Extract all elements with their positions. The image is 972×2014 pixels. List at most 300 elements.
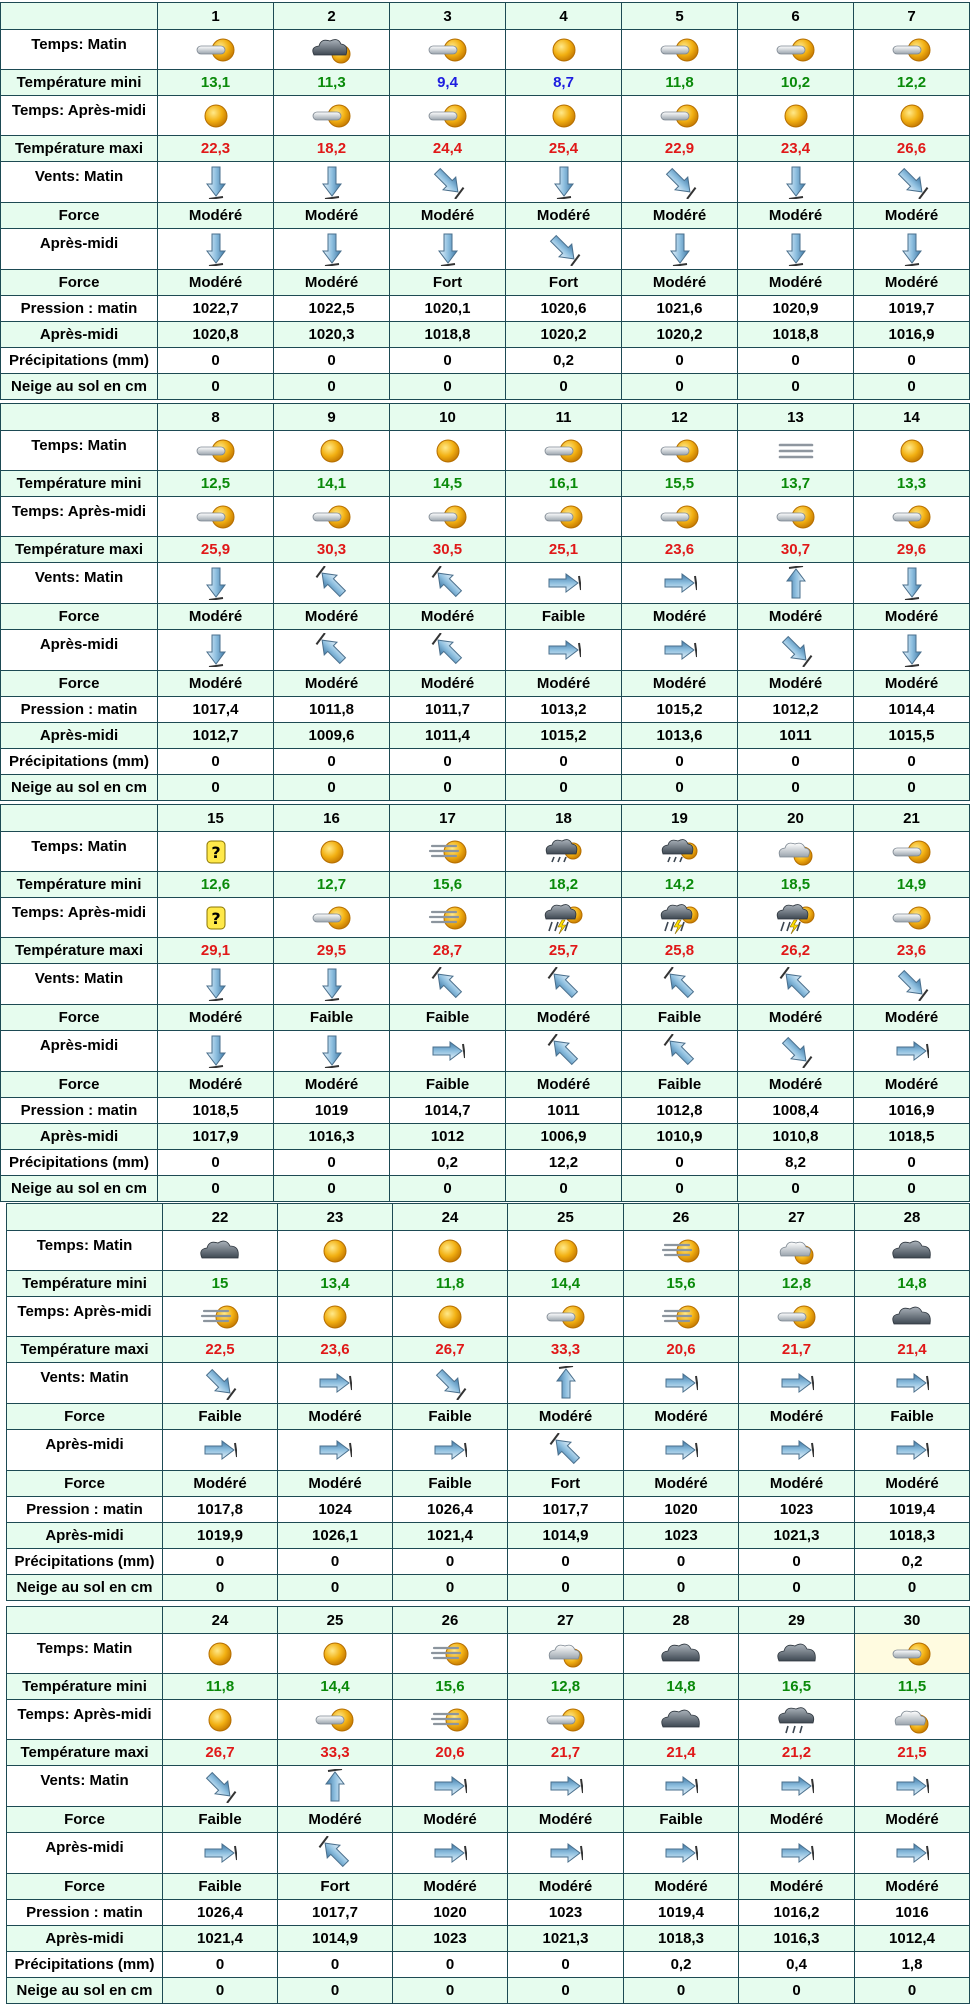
wind-arrow-e-icon bbox=[506, 633, 621, 667]
pressure-value: 1010,9 bbox=[622, 1124, 738, 1150]
row-days bbox=[1, 805, 970, 832]
row-p-a bbox=[7, 1926, 970, 1952]
temp-min-value: 16,1 bbox=[506, 471, 622, 497]
pressure-value: 1020 bbox=[624, 1497, 739, 1523]
sun-icon bbox=[506, 99, 621, 133]
weather-cell bbox=[506, 96, 622, 136]
wind-arrow-e-icon bbox=[508, 1769, 623, 1803]
temp-min-value: 13,1 bbox=[158, 70, 274, 96]
wind-arrow-se-icon bbox=[738, 633, 853, 667]
temp-min-value: 12,8 bbox=[508, 1674, 624, 1700]
wind-arrow-s-icon bbox=[274, 232, 389, 266]
weather-cell bbox=[854, 497, 970, 537]
row-label: Temps: Matin bbox=[1, 431, 158, 471]
pressure-value: 1013,2 bbox=[506, 697, 622, 723]
temp-max-value: 29,1 bbox=[158, 938, 274, 964]
sun-cloud-icon bbox=[854, 33, 969, 67]
row-label: Force bbox=[7, 1807, 163, 1833]
precipitation-value: 0 bbox=[854, 348, 970, 374]
weather-cell bbox=[163, 1634, 278, 1674]
forecast-block bbox=[0, 403, 970, 801]
row-label: Précipitations (mm) bbox=[1, 348, 158, 374]
day-number: 23 bbox=[278, 1204, 393, 1231]
pressure-value: 1009,6 bbox=[274, 723, 390, 749]
sun-icon bbox=[158, 99, 273, 133]
temp-max-value: 21,7 bbox=[739, 1337, 855, 1363]
wind-arrow-e-icon bbox=[508, 1836, 623, 1870]
row-label: Force bbox=[1, 203, 158, 229]
row-label: Température mini bbox=[1, 872, 158, 898]
haze-sun-icon bbox=[390, 835, 505, 869]
wind-force-value: Modéré bbox=[278, 1471, 393, 1497]
temp-max-value: 28,7 bbox=[390, 938, 506, 964]
sun-cloud-icon bbox=[508, 1703, 623, 1737]
wind-cell bbox=[163, 1833, 278, 1874]
pressure-value: 1012,2 bbox=[738, 697, 854, 723]
snow-value: 0 bbox=[739, 1575, 855, 1601]
wind-cell bbox=[163, 1363, 278, 1404]
weather-cell bbox=[855, 1297, 970, 1337]
weather-cell bbox=[854, 898, 970, 938]
wind-force-value: Modéré bbox=[854, 1072, 970, 1098]
wind-cell bbox=[390, 1031, 506, 1072]
day-number: 18 bbox=[506, 805, 622, 832]
row-sky-m bbox=[1, 431, 970, 471]
weather-cell bbox=[739, 1634, 855, 1674]
haze-sun-icon bbox=[390, 901, 505, 935]
row-label: Après-midi bbox=[7, 1523, 163, 1549]
row-p-m bbox=[7, 1900, 970, 1926]
wind-force-value: Fort bbox=[506, 270, 622, 296]
row-tmin bbox=[1, 471, 970, 497]
sun-cloud-icon bbox=[739, 1300, 854, 1334]
sun-icon bbox=[393, 1234, 507, 1268]
wind-arrow-nw-icon bbox=[508, 1433, 623, 1467]
wind-force-value: Modéré bbox=[506, 203, 622, 229]
pressure-value: 1021,4 bbox=[393, 1523, 508, 1549]
pressure-value: 1014,9 bbox=[508, 1523, 624, 1549]
dark-cloud-icon bbox=[855, 1300, 969, 1334]
pressure-value: 1019,4 bbox=[855, 1497, 970, 1523]
precipitation-value: 0,2 bbox=[624, 1952, 739, 1978]
temp-min-value: 15,6 bbox=[393, 1674, 508, 1700]
precipitation-value: 0 bbox=[739, 1549, 855, 1575]
wind-force-value: Modéré bbox=[624, 1471, 739, 1497]
row-precip bbox=[1, 1150, 970, 1176]
snow-value: 0 bbox=[854, 374, 970, 400]
row-label: Température maxi bbox=[7, 1740, 163, 1766]
wind-arrow-e-icon bbox=[739, 1366, 854, 1400]
sun-cloud-icon bbox=[854, 901, 969, 935]
row-label: Précipitations (mm) bbox=[1, 749, 158, 775]
temp-max-value: 30,7 bbox=[738, 537, 854, 563]
day-number: 1 bbox=[158, 3, 274, 30]
wind-arrow-s-icon bbox=[622, 232, 737, 266]
temp-min-value: 15,5 bbox=[622, 471, 738, 497]
sun-cloud-icon bbox=[390, 500, 505, 534]
pressure-value: 1016,9 bbox=[854, 322, 970, 348]
pressure-value: 1018,8 bbox=[390, 322, 506, 348]
wind-force-value: Faible bbox=[393, 1471, 508, 1497]
weather-cell bbox=[163, 1700, 278, 1740]
row-label: Température mini bbox=[1, 471, 158, 497]
pressure-value: 1019,7 bbox=[854, 296, 970, 322]
wind-force-value: Faible bbox=[390, 1005, 506, 1031]
wind-arrow-e-icon bbox=[739, 1769, 854, 1803]
wind-arrow-s-icon bbox=[158, 566, 273, 600]
wind-force-value: Modéré bbox=[855, 1807, 970, 1833]
wind-force-value: Fort bbox=[508, 1471, 624, 1497]
wind-cell bbox=[506, 1031, 622, 1072]
weather-cell bbox=[508, 1231, 624, 1271]
weather-cell bbox=[274, 497, 390, 537]
pressure-value: 1026,4 bbox=[163, 1900, 278, 1926]
wind-force-value: Modéré bbox=[278, 1404, 393, 1430]
pressure-value: 1012,4 bbox=[855, 1926, 970, 1952]
row-label: Vents: Matin bbox=[1, 162, 158, 203]
weather-cell bbox=[390, 30, 506, 70]
wind-arrow-s-icon bbox=[390, 232, 505, 266]
pressure-value: 1008,4 bbox=[738, 1098, 854, 1124]
row-wind-m bbox=[7, 1363, 970, 1404]
wind-arrow-se-icon bbox=[854, 967, 969, 1001]
wind-arrow-e-icon bbox=[624, 1433, 738, 1467]
precipitation-value: 0 bbox=[506, 749, 622, 775]
wind-cell bbox=[739, 1363, 855, 1404]
weather-cell bbox=[622, 497, 738, 537]
row-wind-m bbox=[1, 162, 970, 203]
wind-force-value: Modéré bbox=[739, 1874, 855, 1900]
wind-force-value: Modéré bbox=[158, 1005, 274, 1031]
day-number: 8 bbox=[158, 404, 274, 431]
wind-cell bbox=[854, 563, 970, 604]
pressure-value: 1011 bbox=[738, 723, 854, 749]
precipitation-value: 0 bbox=[738, 749, 854, 775]
weather-cell bbox=[506, 832, 622, 872]
temp-max-value: 22,9 bbox=[622, 136, 738, 162]
wind-arrow-e-icon bbox=[739, 1433, 854, 1467]
sun-icon bbox=[506, 33, 621, 67]
row-label: Neige au sol en cm bbox=[7, 1575, 163, 1601]
haze-sun-icon bbox=[163, 1300, 277, 1334]
row-snow bbox=[7, 1575, 970, 1601]
pressure-value: 1019,9 bbox=[163, 1523, 278, 1549]
weather-cell bbox=[624, 1700, 739, 1740]
snow-value: 0 bbox=[854, 1176, 970, 1202]
wind-arrow-s-icon bbox=[274, 1034, 389, 1068]
precipitation-value: 0 bbox=[854, 1150, 970, 1176]
wind-cell bbox=[158, 162, 274, 203]
snow-value: 0 bbox=[278, 1978, 393, 2004]
row-sky-a bbox=[1, 898, 970, 938]
wind-cell bbox=[158, 964, 274, 1005]
precipitation-value: 0 bbox=[278, 1952, 393, 1978]
row-wind-m bbox=[1, 563, 970, 604]
wind-cell bbox=[506, 630, 622, 671]
pressure-value: 1014,9 bbox=[278, 1926, 393, 1952]
day-number: 10 bbox=[390, 404, 506, 431]
cloud-sun-icon bbox=[508, 1637, 623, 1671]
pressure-value: 1018,5 bbox=[158, 1098, 274, 1124]
row-days bbox=[1, 404, 970, 431]
wind-arrow-se-icon bbox=[163, 1366, 277, 1400]
row-wind-a bbox=[7, 1430, 970, 1471]
temp-max-value: 29,6 bbox=[854, 537, 970, 563]
weather-cell bbox=[739, 1297, 855, 1337]
weather-cell bbox=[738, 96, 854, 136]
day-number: 4 bbox=[506, 3, 622, 30]
pressure-value: 1012,8 bbox=[622, 1098, 738, 1124]
temp-max-value: 23,4 bbox=[738, 136, 854, 162]
weather-cell bbox=[854, 30, 970, 70]
row-p-a bbox=[1, 723, 970, 749]
wind-force-value: Modéré bbox=[739, 1807, 855, 1833]
storm-cloud-icon bbox=[622, 835, 737, 869]
temp-max-value: 29,5 bbox=[274, 938, 390, 964]
wind-force-value: Modéré bbox=[854, 203, 970, 229]
wind-cell bbox=[854, 162, 970, 203]
snow-value: 0 bbox=[624, 1575, 739, 1601]
precipitation-value: 0 bbox=[390, 348, 506, 374]
temp-min-value: 14,1 bbox=[274, 471, 390, 497]
temp-max-value: 26,7 bbox=[393, 1337, 508, 1363]
snow-value: 0 bbox=[163, 1978, 278, 2004]
wind-cell bbox=[508, 1766, 624, 1807]
weather-cell bbox=[390, 497, 506, 537]
weather-cell bbox=[390, 96, 506, 136]
row-p-m bbox=[1, 1098, 970, 1124]
pressure-value: 1020,8 bbox=[158, 322, 274, 348]
wind-force-value: Modéré bbox=[738, 270, 854, 296]
temp-max-value: 21,4 bbox=[624, 1740, 739, 1766]
row-label: Après-midi bbox=[1, 229, 158, 270]
wind-arrow-e-icon bbox=[622, 566, 737, 600]
weather-cell bbox=[506, 431, 622, 471]
pressure-value: 1018,8 bbox=[738, 322, 854, 348]
sun-cloud-icon bbox=[158, 500, 273, 534]
wind-arrow-e-icon bbox=[163, 1836, 277, 1870]
temp-max-value: 33,3 bbox=[278, 1740, 393, 1766]
sun-cloud-icon bbox=[854, 835, 969, 869]
snow-value: 0 bbox=[158, 374, 274, 400]
row-p-a bbox=[1, 322, 970, 348]
temp-min-value: 12,6 bbox=[158, 872, 274, 898]
temp-min-value: 12,2 bbox=[854, 70, 970, 96]
wind-arrow-e-icon bbox=[624, 1366, 738, 1400]
wind-force-value: Faible bbox=[393, 1404, 508, 1430]
dark-cloud-icon bbox=[624, 1637, 738, 1671]
snow-value: 0 bbox=[622, 775, 738, 801]
wind-force-value: Modéré bbox=[274, 604, 390, 630]
precipitation-value: 0 bbox=[278, 1549, 393, 1575]
wind-cell bbox=[506, 229, 622, 270]
wind-cell bbox=[390, 229, 506, 270]
row-precip bbox=[1, 348, 970, 374]
row-label: Pression : matin bbox=[7, 1900, 163, 1926]
temp-min-value: 11,3 bbox=[274, 70, 390, 96]
wind-cell bbox=[622, 563, 738, 604]
wind-force-value: Modéré bbox=[274, 1072, 390, 1098]
temp-min-value: 14,2 bbox=[622, 872, 738, 898]
haze-sun-icon bbox=[624, 1300, 738, 1334]
temp-max-value: 25,1 bbox=[506, 537, 622, 563]
wind-force-value: Modéré bbox=[622, 203, 738, 229]
row-snow bbox=[7, 1978, 970, 2004]
wind-force-value: Modéré bbox=[508, 1874, 624, 1900]
pressure-value: 1021,3 bbox=[739, 1523, 855, 1549]
row-label: Température maxi bbox=[7, 1337, 163, 1363]
wind-cell bbox=[739, 1430, 855, 1471]
row-precip bbox=[7, 1952, 970, 1978]
wind-cell bbox=[622, 964, 738, 1005]
precipitation-value: 0 bbox=[163, 1952, 278, 1978]
row-label: Temps: Après-midi bbox=[1, 497, 158, 537]
wind-force-value: Modéré bbox=[506, 1072, 622, 1098]
snow-value: 0 bbox=[508, 1978, 624, 2004]
wind-arrow-se-icon bbox=[738, 1034, 853, 1068]
row-label: Après-midi bbox=[1, 1031, 158, 1072]
wind-arrow-s-icon bbox=[158, 633, 273, 667]
temp-min-value: 12,5 bbox=[158, 471, 274, 497]
weather-cell bbox=[278, 1634, 393, 1674]
row-tmax bbox=[1, 537, 970, 563]
weather-cell bbox=[738, 832, 854, 872]
weather-cell bbox=[855, 1231, 970, 1271]
wind-arrow-s-icon bbox=[506, 165, 621, 199]
forecast-block bbox=[6, 1203, 970, 1601]
dark-cloud-icon bbox=[163, 1234, 277, 1268]
wind-arrow-e-icon bbox=[278, 1433, 392, 1467]
precipitation-value: 0 bbox=[854, 749, 970, 775]
precipitation-value: 0 bbox=[622, 348, 738, 374]
row-days bbox=[7, 1607, 970, 1634]
wind-force-value: Faible bbox=[390, 1072, 506, 1098]
temp-max-value: 26,6 bbox=[854, 136, 970, 162]
snow-value: 0 bbox=[855, 1978, 970, 2004]
pressure-value: 1020,3 bbox=[274, 322, 390, 348]
temp-min-value: 13,7 bbox=[738, 471, 854, 497]
row-label: Précipitations (mm) bbox=[1, 1150, 158, 1176]
row-label: Neige au sol en cm bbox=[1, 1176, 158, 1202]
wind-force-value: Modéré bbox=[622, 604, 738, 630]
temp-min-value: 16,5 bbox=[739, 1674, 855, 1700]
temp-min-value: 11,8 bbox=[393, 1271, 508, 1297]
wind-cell bbox=[506, 563, 622, 604]
wind-force-value: Fort bbox=[390, 270, 506, 296]
pressure-value: 1016,3 bbox=[739, 1926, 855, 1952]
row-tmin bbox=[7, 1674, 970, 1700]
snow-value: 0 bbox=[622, 374, 738, 400]
wind-cell bbox=[274, 563, 390, 604]
cloud-sun-icon bbox=[739, 1234, 854, 1268]
wind-force-value: Modéré bbox=[158, 270, 274, 296]
wind-arrow-e-icon bbox=[854, 1034, 969, 1068]
wind-arrow-se-icon bbox=[393, 1366, 507, 1400]
precipitation-value: 0 bbox=[274, 348, 390, 374]
wind-arrow-e-icon bbox=[624, 1769, 738, 1803]
wind-force-value: Modéré bbox=[738, 1005, 854, 1031]
sun-cloud-icon bbox=[738, 33, 853, 67]
weather-cell bbox=[393, 1297, 508, 1337]
wind-force-value: Modéré bbox=[506, 1005, 622, 1031]
wind-arrow-e-icon bbox=[624, 1836, 738, 1870]
sun-icon bbox=[393, 1300, 507, 1334]
weather-cell bbox=[508, 1634, 624, 1674]
wind-force-value: Modéré bbox=[854, 604, 970, 630]
wind-arrow-nw-icon bbox=[390, 633, 505, 667]
snow-value: 0 bbox=[274, 775, 390, 801]
svg-text:?: ? bbox=[210, 908, 221, 928]
pressure-value: 1011 bbox=[506, 1098, 622, 1124]
row-label: Après-midi bbox=[7, 1430, 163, 1471]
snow-value: 0 bbox=[274, 374, 390, 400]
row-wind-m bbox=[7, 1766, 970, 1807]
day-number: 5 bbox=[622, 3, 738, 30]
temp-max-value: 25,7 bbox=[506, 938, 622, 964]
temp-min-value: 11,8 bbox=[622, 70, 738, 96]
thunderstorm-icon bbox=[506, 901, 621, 935]
pressure-value: 1019 bbox=[274, 1098, 390, 1124]
weather-cell bbox=[738, 431, 854, 471]
pressure-value: 1015,5 bbox=[854, 723, 970, 749]
wind-cell bbox=[390, 563, 506, 604]
wind-cell bbox=[855, 1833, 970, 1874]
wind-arrow-se-icon bbox=[854, 165, 969, 199]
wind-force-value: Modéré bbox=[739, 1471, 855, 1497]
weather-cell bbox=[624, 1231, 739, 1271]
row-sky-m bbox=[7, 1634, 970, 1674]
day-number: 28 bbox=[624, 1607, 739, 1634]
day-number: 20 bbox=[738, 805, 854, 832]
row-label: Après-midi bbox=[1, 322, 158, 348]
dark-cloud-icon bbox=[624, 1703, 738, 1737]
precipitation-value: 0,2 bbox=[506, 348, 622, 374]
row-label: Précipitations (mm) bbox=[7, 1549, 163, 1575]
sun-icon bbox=[854, 99, 969, 133]
wind-cell bbox=[738, 563, 854, 604]
wind-cell bbox=[158, 229, 274, 270]
snow-value: 0 bbox=[508, 1575, 624, 1601]
temp-min-value: 8,7 bbox=[506, 70, 622, 96]
wind-cell bbox=[855, 1430, 970, 1471]
row-snow bbox=[1, 374, 970, 400]
weather-cell bbox=[508, 1700, 624, 1740]
weather-cell bbox=[624, 1297, 739, 1337]
row-label: Force bbox=[1, 671, 158, 697]
day-number: 2 bbox=[274, 3, 390, 30]
temp-min-value: 11,8 bbox=[163, 1674, 278, 1700]
wind-cell bbox=[738, 229, 854, 270]
pressure-value: 1006,9 bbox=[506, 1124, 622, 1150]
wind-cell bbox=[854, 229, 970, 270]
weather-cell bbox=[393, 1231, 508, 1271]
sun-cloud-icon bbox=[274, 99, 389, 133]
sun-cloud-icon bbox=[855, 1637, 969, 1671]
sun-cloud-icon bbox=[506, 500, 621, 534]
cloud-sun-icon bbox=[855, 1703, 969, 1737]
temp-max-value: 26,7 bbox=[163, 1740, 278, 1766]
wind-cell bbox=[393, 1766, 508, 1807]
row-force-m bbox=[7, 1404, 970, 1430]
wind-force-value: Modéré bbox=[855, 1874, 970, 1900]
temp-max-value: 30,3 bbox=[274, 537, 390, 563]
weather-cell bbox=[390, 898, 506, 938]
pressure-value: 1017,7 bbox=[278, 1900, 393, 1926]
temp-min-value: 14,9 bbox=[854, 872, 970, 898]
sun-icon bbox=[163, 1637, 277, 1671]
pressure-value: 1023 bbox=[739, 1497, 855, 1523]
row-label: Temps: Après-midi bbox=[1, 96, 158, 136]
